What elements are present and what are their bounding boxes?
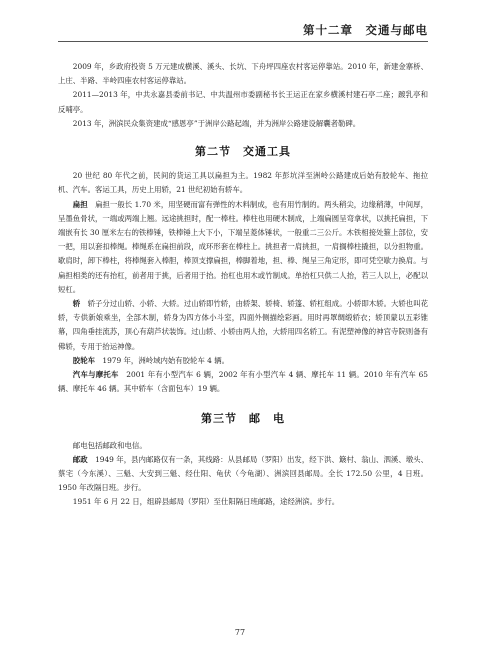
- page-content: [58, 60, 428, 510]
- term-you-zheng: 邮政: [72, 454, 88, 464]
- paragraph-bian-dan: [58, 198, 428, 297]
- paragraph-1951: 1951 年 6 月 22 日，组辟县邮局（罗阳）至仕阳隔日班邮路，途经洲滨。步行。: [72, 497, 340, 507]
- paragraph-2009: 2009 年，乡政府投资 5 万元建成横溪、溪头、长坑、下舟坪四座农村客运停靠站。2010 年，新建金寨桥、上庄、半路、半岭四座农村客运停靠站。: [58, 62, 428, 86]
- term-jiao: 轿: [72, 299, 81, 309]
- paragraph-qi-che: [58, 368, 428, 396]
- text-qi-che: 2001 年有小型汽车 6 辆，2002 年有小型汽车 4 辆、摩托车 11 辆。2010 年有汽车 65 辆、摩托车 46 辆。其中轿车（含面包车）19 辆。: [58, 370, 428, 394]
- section-2-title: 第二节 交通工具: [195, 145, 291, 159]
- term-qi-che: 汽车与摩托车: [72, 370, 119, 380]
- paragraph-you-zheng: [58, 453, 428, 496]
- section-2-intro: 20 世纪 80 年代之前，民间的货运工具以扁担为主。1982 年彭坑洋至洲岭公路建成后始有胶轮车、拖拉机、汽车。客运工具，历史上用轿，21 世纪初始有轿车。: [58, 171, 428, 195]
- text-bian-dan: 扁担一般长 1.70 米，用坚硬而富有弹性的木料制成，也有用竹制的。两头稍尖，边缘稍薄，中间厚，呈墨鱼骨状，一端或两端上翘。远途挑担时，配一棒柱。棒柱也用硬木制成，上端扁圆呈弯拿状，以挑托扁担，下端嵌有长 30 厘米左右的铁棒锤，铁棒锤上大下小，下端呈菱体锤状，一般重二三公斤。木铁相接处箍上部位，安一把，用以套扣棒绳。棒绳系在扁担前段，成环形套在棒柱上。挑担者一肩挑担，一肩搁棒柱撬担，以分担物重。歇肩时，卸下棒柱，将棒绳套入棒胆，棒顶支撑扁担，棒脚着地，担、棒、绳呈三角定形，即可凭空歇力换肩。与扁担相类的还有抬杠，前者用于挑，后者用于抬。抬杠也用木或竹制成。单抬杠只供二人抬，若三人以上，必配以短杠。: [58, 199, 428, 294]
- paragraph-2011: 2011—2013 年，中共永嘉县委前书记、中共温州市委副秘书长王运正在家乡横溪村建石亭二座；踱乳亭和反哺亭。: [58, 90, 428, 114]
- paragraph-jiao-lun-che: [58, 354, 428, 368]
- term-jiao-lun-che: 胶轮车: [72, 355, 95, 365]
- section-3-intro: 邮电包括邮政和电信。: [72, 440, 147, 450]
- paragraph-jiao: [58, 297, 428, 354]
- paragraph-2013: 2013 年，洲滨民众集资建成“感恩亭”于洲岸公路起端，并为洲岸公路建设解囊者勒碑。: [72, 118, 361, 128]
- text-jiao-lun-che: 1979 年，洲岭域内始有胶轮车 4 辆。: [94, 355, 230, 365]
- text-you-zheng: 1949 年，县内邮路仅有一条，其线路：从县邮局（罗阳）出发，经下洪、簸村、翁山、泗溪、墩头、蔡宅（今东溪）、三魁、大安到三魁、经仕阳、龟伏（今龟湖）、洲滨回县邮局。全长 172.50 公里，4 日班。1950 年改隔日班。步行。: [58, 454, 428, 493]
- term-bian-dan: 扁担: [72, 199, 88, 209]
- running-header: 第十二章 交通与邮电: [303, 23, 428, 37]
- section-3-title: 第三节 邮 电: [201, 412, 285, 426]
- page-number: 77: [234, 628, 246, 637]
- header-rule: [58, 41, 428, 42]
- text-jiao: 轿子分过山轿、小轿、大轿。过山轿即竹轿，由轿架、轿椅、轿篷、轿杠组成。小轿即木轿。大轿也叫花轿，专供新娘乘坐，全部木制，轿身为四方体小斗室，四面外侧描绘彩画。用时再罩绸缎轿衣；轿顶蒙以五彩锥幕，四角垂挂流苏，顶心有葫芦状装饰。过山轿、小轿由两人抬，大轿用四名轿工。有泥塑神像的神宫寺院则备有佛轿，专用于抬运神像。: [58, 299, 428, 351]
